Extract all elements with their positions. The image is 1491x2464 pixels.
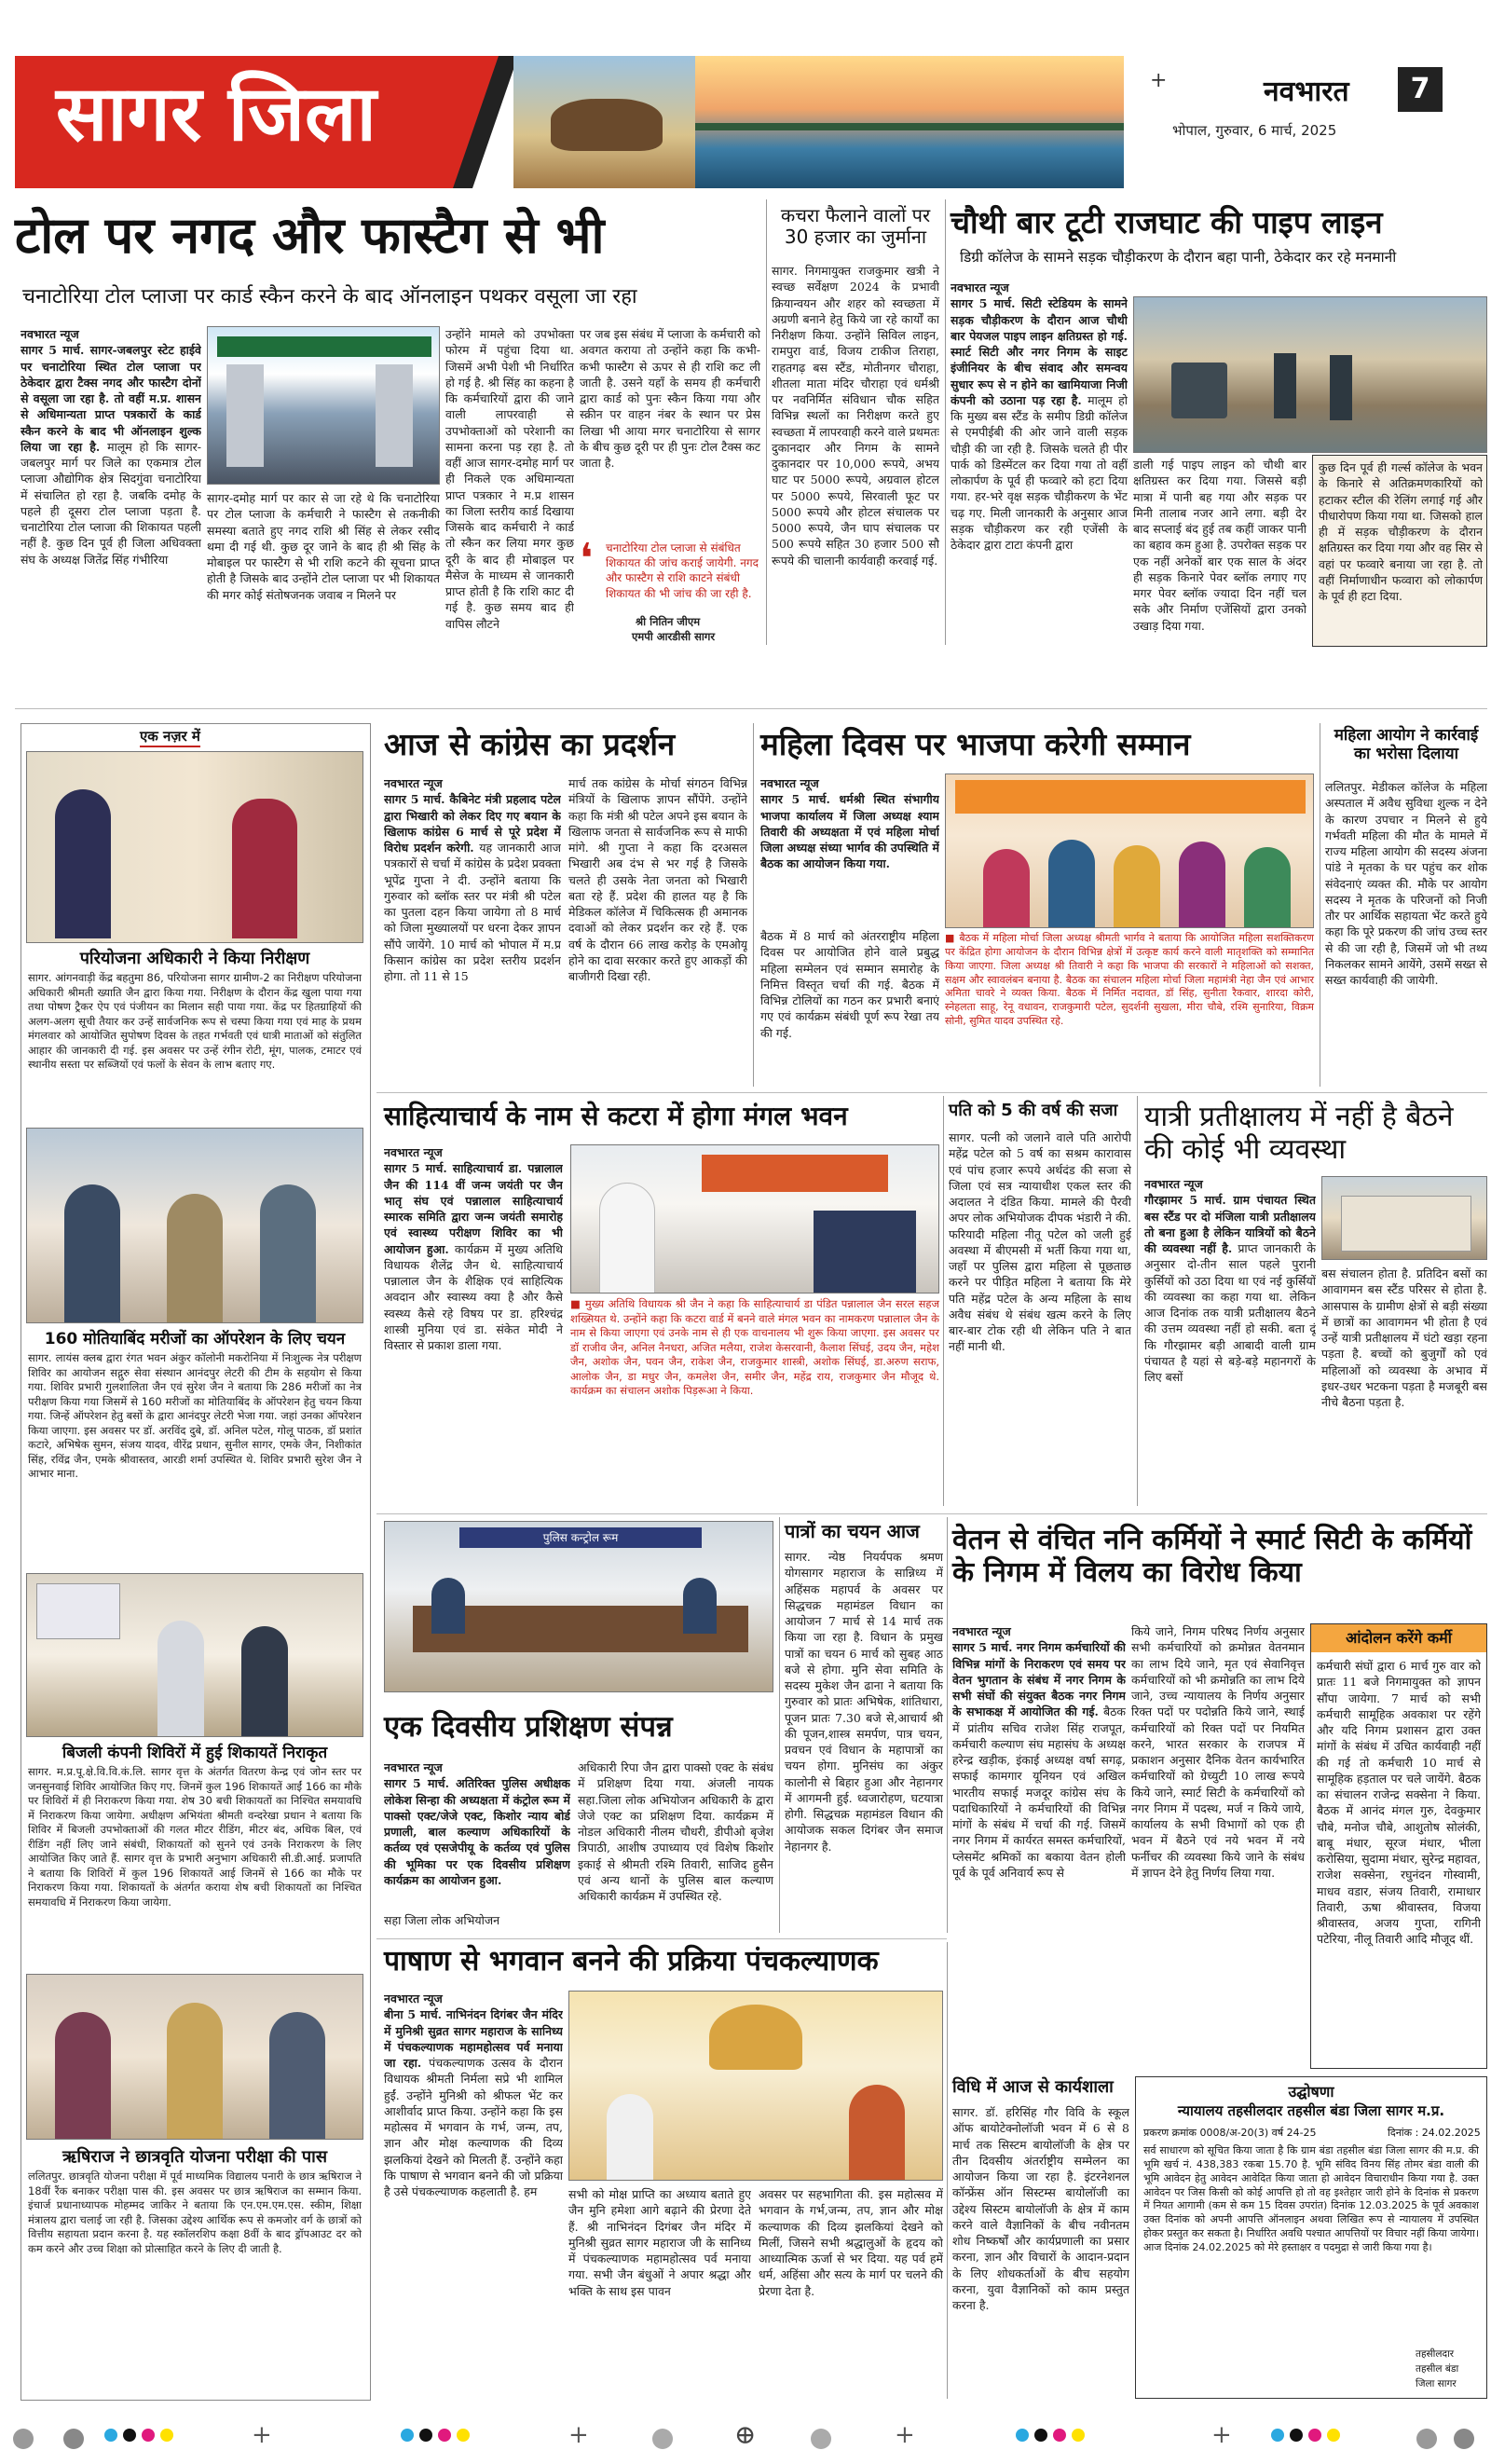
registration-dot-icon: [419, 2429, 432, 2442]
registration-dot-icon: [1271, 2429, 1284, 2442]
garbage-headline: कचरा फैलाने वालों पर 30 हजार का जुर्माना: [780, 204, 931, 248]
divider: [1137, 1096, 1138, 1506]
training-photo: [384, 1521, 773, 1692]
panchkalyanak-body1: पंचकल्याणक उत्सव के दौरान विधायक श्रीमती निर्मला सप्रे भी शामिल हुईं. उन्होंने मुनिश्री को श्रीफल भेंट कर आशीर्वाद प्राप्त किया. उन्होंने कहा कि इस महोत्सव में भगवान के गर्भ, जन्म, तप, ज्ञान और मोक्ष कल्याणक की दिव्य झलकियां देखने को मिलती हैं. उन्होंने कहा कि पाषाण से भगवान बनने की जो प्रक्रिया है उसे पंचकल्याणक कहलाती है. हम: [384, 2056, 563, 2198]
bjp-col1: [760, 775, 939, 924]
congress-headline: आज से कांग्रेस का प्रदर्शन: [384, 726, 676, 762]
registration-dot-icon: [1290, 2429, 1303, 2442]
bus-stand-col1: [1144, 1176, 1316, 1506]
congress-col2: मार्च तक कांग्रेस के मोर्चा संगठन विभिन्न मंत्रियों के खिलाफ ज्ञापन सौंपेंगे. उन्होंने कहा कि मंत्री श्री पटेल अपने इस बयान के खिलाफ जनता से सार्वजनिक रूप से माफी मांगे. श्री गुप्ता ने कहा कि दरअसल भिखारी अब दंभ से भर गई है जिसके चलते ही उसके नेता जनता को भिखारी बता रहे हैं. प्रदेश की हालत यह है कि मेडिकल कॉलेज में चिकित्सक ही अमानक दवाओं को लेकर प्रदर्शन कर रहे हैं. एक वर्ष के दौरान 66 लाख करोड़ के एमओयू होने का दावा सरकार करते हुए आकड़ों की बाजीगरी दिखा रही.: [568, 776, 747, 983]
garbage-text: सागर. निगमायुक्त राजकुमार खत्री ने स्वच्छ सर्वेक्षण 2024 के प्रभावी क्रियान्वयन और शहर को स्वच्छता में अग्रणी बनाने हेतु किये जा रहे कार्यों का निरीक्षण किया. उन्होंने सिविल लाइन, रामपुरा वार्ड, विजय टाकीज तिराहा, राहतगढ़ बस स्टैंड, मोतीनगर चौराहा, शीतला माता मंदिर चौराहा एवं धर्मश्री पर नवनिर्मित संविधान चौक सहित विभिन्न स्थलों का निरीक्षण करते हुए स्वच्छता में लापरवाही करने वाले प्रथमतः दुकानदार और निगम के सामने दुकानदार पर 10,000 रूपये, अभय घाट पर 5000 रूपये, अग्रवाल होटल पर 5000 रूपये, सिरवाली फूट पर 5000 रूपये और होटल संचालक पर 5000 रूपये, जैन घाप संचालक पर 500 रूपये सहित 30 हजार 500 सौ रूपये की चालानी कार्यवाही करवाई गई.: [772, 264, 939, 568]
registration-dot-icon: [652, 2429, 673, 2449]
registration-dot-icon: [1034, 2429, 1047, 2442]
ek-nazar-photo1: [26, 751, 363, 943]
women-comm-headline: महिला आयोग ने कार्रवाई का भरोसा दिलाया: [1334, 726, 1479, 763]
panchkalyanak-col2: सभी को मोक्ष प्राप्ति का अध्याय बताते हुए जैन मुनि हमेशा आगे बढ़ाने की प्रेरणा देते हैं. श्री नाभिनंदन दिगंबर जैन मंदिर में मुनिश्री सुव्रत सागर महाराज जी के सानिध्य में पंचकल्याणक महामहोत्सव पर्व मनाया गया. सभी जैन बंधुओं ने अपार श्रद्धा और भक्ति के साथ इस पावन: [568, 2187, 751, 2298]
crosshair-icon: +: [1150, 69, 1168, 92]
toll-quote-box: [580, 535, 760, 645]
panchkalyanak-col3: अवसर पर सहभागिता की. इस महोत्सव में भगवान के गर्भ,जन्म, तप, ज्ञान और मोक्ष कल्याणक की दिव्य झलकियां देखने को मिलीं, जिसने सभी श्रद्धालुओं के हृदय को आध्यात्मिक ऊर्जा से भर दिया. यह पर्व हमें धर्म, अहिंसा और सत्य के मार्ग पर चलने की प्रेरणा देता है.: [759, 2187, 943, 2298]
smart-city-box-head: आंदोलन करेंगे कर्मी: [1311, 1624, 1486, 1652]
notice-sign3: जिला सागर: [1416, 2378, 1457, 2389]
pipeline-photo-caption: डाली गई पाइप लाइन को चौथी बार क्षतिग्रस्त कर दिया गया. जिससे बड़ी मात्रा में पानी बह गया और सड़क पर मिनी तालाब नजर आने लगा. बड़ी देर बाद सप्लाई बंद हुई तब कहीं जाकर पानी का बहाव कम हुआ है. उपरोक्त सड़क पर एक नहीं अनेकों बार एक साल के अंदर ही सड़क किनारे पेवर ब्लॉक लगाए गए मगर पेवर ब्लॉक ज्यादा दिन नहीं चल सके और निर्माण एजेंसियों द्वारा उनको उखाड़ दिया गया.: [1133, 458, 1306, 633]
caption-bullet-icon: ■: [945, 932, 956, 944]
mangal-col1: [384, 1144, 563, 1508]
smart-city-box: [1310, 1623, 1487, 2069]
training-byline: नवभारत न्यूज: [384, 1760, 443, 1774]
target-mark-icon: ⊕: [734, 2419, 757, 2450]
training-col1: [384, 1759, 570, 1909]
masthead: [15, 56, 1491, 188]
law-workshop-text: सागर. डॉ. हरिसिंह गौर विवि के स्कूल ऑफ बायोटेक्नोलॉजी भवन में 6 से 8 मार्च तक सिस्टम बायोलॉजी के क्षेत्र पर तीन दिवसीय अंतर्राष्ट्रीय सम्मेलन का आयोजन किया जा रहा है. इंटरनेशनल कॉन्फ्रेंस ऑन सिस्टम्स बायोलॉजी का उद्देश्य सिस्टम बायोलॉजी के क्षेत्र में काम करने वाले वैज्ञानिकों के बीच नवीनतम शोध निष्कर्षों और कार्यप्रणाली का प्रसार करना, ज्ञान और विचारों के आदान-प्रदान के लिए शोधकर्ताओं के बीच सहयोग करना, युवा वैज्ञानिकों को काम प्रस्तुत करना है.: [952, 2105, 1129, 2312]
smart-city-lead: सागर 5 मार्च. नगर निगम कर्मचारियों की विभिन्न मांगों के निराकरण एवं समय पर वेतन भुगतान के संबंध में नगर निगम के सभी संघों की संयुक्त बैठक नगर निगम के सभाकक्ष में आयोजित की गई.: [952, 1640, 1126, 1719]
bjp-col2: बैठक में 8 मार्च को अंतरराष्ट्रीय महिला दिवस पर आयोजित होने वाले प्रबुद्ध महिला सम्मेलन एवं सम्मान समारोह के निमित्त विस्तृत चर्चा की गई. बैठक में विभिन्न टोलियों का गठन कर प्रभारी बनाएं गए एवं कार्यक्रम संबंधी पूर्ण रूप रेखा तय की गई.: [760, 929, 939, 1040]
toll-photo-caption: सागर-दमोह मार्ग पर कार से जा रहे थे कि चनाटोरिया पर टोल प्लाजा के कर्मचारी ने फास्टैग से तकनीकी समस्या बताते हुए नगद राशि श्री सिंह से लेकर रसीद थमा दी गई थी. कुछ दूर जाने के बाद ही श्री सिंह के मोबाइल पर फास्टैग से भी राशि कटने की सूचना प्राप्त होती है जिसके बाद उन्होंने टोल प्लाजा पर भी शिकायत की मगर कोई संतोषजनक जवाब न मिलने पर: [207, 491, 440, 602]
pipeline-byline: नवभारत न्यूज: [951, 281, 1009, 294]
notice-case-no: प्रकरण क्रमांक 0008/अ-20(3) वर्ष 24-25: [1143, 2127, 1317, 2139]
bjp-caption-text: बैठक में महिला मोर्चा जिला अध्यक्ष श्रीमती भार्गव ने बताया कि आयोजित महिला सशक्तिकरण पर केंद्रित होगा आयोजन के दौरान विभिन्न क्षेत्रों में उत्कृष्ट कार्य करने वाली मातृशक्ति को सम्मानित किया जाएगा. जिला अध्यक्ष श्री तिवारी ने कहा कि भाजपा की सरकारों ने महिलाओं को सशक्त, सक्षम और स्वावलंबन बनाया है. बैठक का संचालन महिला मोर्चा जिला महामंत्री नेहा जैन एवं आभार अमिता चावरे ने व्यक्त किया. बैठक में निर्मित नदावत, डॉ सिंह, सुनीता रैकवार, शारदा कोरी, स्नेहलता साहू, रेनू वधावन, राजकुमारी पटेल, सुदर्शनी सुखला, मीरा चौबे, रश्मि सुनारिया, विक्रम सोनी, सुमित यादव उपस्थित रहे.: [945, 932, 1314, 1028]
page-number: 7: [1398, 67, 1443, 112]
registration-dot-icon: [160, 2429, 173, 2442]
mangal-headline: साहित्याचार्य के नाम से कटरा में होगा मंगल भवन: [384, 1101, 848, 1131]
bus-stand-headline: यात्री प्रतीक्षालय में नहीं है बैठने की कोई भी व्यवस्था: [1144, 1101, 1454, 1166]
bus-stand-photo: [1321, 1176, 1487, 1260]
registration-dot-icon: [1053, 2429, 1066, 2442]
panchkalyanak-headline: पाषाण से भगवान बनने की प्रक्रिया पंचकल्याणक: [384, 1945, 879, 1978]
pipeline-col1: [951, 280, 1128, 645]
notice-date: दिनांक : 24.02.2025: [1388, 2127, 1481, 2139]
ek-nazar-photo4: [26, 1974, 363, 2140]
quote-mark-icon: ❛: [580, 535, 594, 582]
divider: [376, 1938, 947, 1939]
bus-stand-body: प्राप्त जानकारी के अनुसार दो-तीन साल पहले पुरानी कुर्सियों को उठा दिया था एवं नई कुर्सियों की व्यवस्था का कहा गया था. लेकिन आज दिनांक तक यात्री प्रतीक्षालय बैठने की उत्तम व्यवस्था नहीं हो सकी. बता दूं कि गौरझामर बड़ी आबादी वाली ग्राम पंचायत है यहां से बड़े-बड़े महानगरों के लिए बसों: [1144, 1241, 1316, 1384]
crosshair-icon: +: [1211, 2421, 1232, 2449]
divider: [945, 199, 946, 645]
divider: [947, 1942, 948, 2399]
mangal-byline: नवभारत न्यूज: [384, 1145, 443, 1159]
ek-nazar-photo2: [26, 1128, 363, 1323]
masthead-photo-lake: [695, 56, 1124, 188]
pipeline-lead: सागर 5 मार्च. सिटी स्टेडियम के सामने सड़क चौड़ीकरण के दौरान आज चौथी बार पेयजल पाइप लाइन क्षतिग्रस्त हो गई. स्मार्ट सिटी और नगर निगम के साइट इंजीनियर के बीच संवाद और समन्वय सुधार रूप से न होने का खामियाजा निजी कंपनी को उठाना पड़ रहा है.: [951, 296, 1128, 407]
punishment-text: सागर. पत्नी को जलाने वाले पति आरोपी महेंद्र पटेल को 5 वर्ष का सश्रम कारावास एवं पांच हजार रूपये अर्थदंड की सजा से जिला एवं सत्र न्यायाधीश एकल स्तर की अदालत ने दंडित किया. मामले की पैरवी अपर लोक अभियोजक दीपक भंडारी ने की. फरियादी महिला नीतू पटेल को जली हुई अवस्था में बीएमसी में भर्ती किया गया था, जहाँ पर पुलिस द्वारा महिला से पूछताछ करने पर पीड़ित महिला ने बताया कि मेरे पति महेंद्र पटेल के अन्य महिला के साथ अवैध संबंध थे संबंध खत्म करने के लिए बार-बार टोक रही थी लेकिन पति ने बात नहीं मानी थी.: [949, 1130, 1131, 1354]
ek-nazar-photo3: [26, 1573, 363, 1737]
women-comm-text: ललितपुर. मेडीकल कॉलेज के महिला अस्पताल में अवैध सुविधा शुल्क न देने के कारण उपचार न मिलने से हुये गर्भवती महिला की मौत के मामले में राज्य महिला आयोग की सदस्य अंजना पांडे ने मृतका के घर पहुंच कर शोक संवेदनाएं व्यक्त की. मौके पर आयोग सदस्य ने मृतक के परिजनों को निजी तौर पर आर्थिक सहायता भेंट करते हुये कहा कि पूरे प्रकरण की जांच उच्च स्तर से की जा रही है, जिसमें जो भी तथ्य निकलकर सामने आयेंगे, उसमें सख्त से सख्त कार्यवाही की जायेगी.: [1325, 780, 1487, 987]
newspaper-name: नवभारत: [1264, 75, 1349, 108]
mangal-photo-caption: [570, 1297, 939, 1508]
panchkalyanak-lead: बीना 5 मार्च. नाभिनंदन दिगंबर जैन मंदिर में मुनिश्री सुव्रत सागर महाराज के सानिध्य में पंचकल्याणक महामहोत्सव पर्व मनाया जा रहा.: [384, 2007, 563, 2070]
training-headline: एक दिवसीय प्रशिक्षण संपन्न: [384, 1710, 673, 1744]
crosshair-icon: +: [252, 2421, 272, 2449]
smart-city-col2: किये जाने, निगम परिषद निर्णय अनुसार सभी कर्मचारियों को क्रमोन्नत वेतनमान का लाभ दिये जाने, मृत एवं सेवानिवृत्त कर्मचारियों को भी क्रमोन्नति का लाभ दिये जाने, उच्च न्यायालय के निर्णय अनुसार रिक्त पदों पर पदोन्नति किये जाने, स्थाई कर्मचारियों को रिक्त पदों पर नियमित करने, भारत सरकार के राजपत्र में प्रकाशन अनुसार दैनिक वेतन कार्यभारित कर्मचारियों को ग्रेच्युटी 10 लाख रूपये किये जाने, स्मार्ट सिटी के कर्मचारियों को नगर निगम में पदस्थ, मर्ज न किये जाये, कार्यालय के सभी विभागों को एक ही भवन में बैठने एवं नये भवन में नये फर्नीचर की व्यवस्था किये जाने के संबंध में ज्ञापन देने हेतु निर्णय लिया गया.: [1131, 1624, 1305, 1880]
law-workshop-headline: विधि में आज से कार्यशाला: [952, 2077, 1114, 2097]
caption-bullet-icon: ■: [570, 1297, 581, 1310]
registration-dot-icon: [123, 2429, 136, 2442]
panchkalyanak-photo: [568, 1991, 943, 2181]
ek-nazar-s3-text: सागर. म.प्र.पू.क्षे.वि.वि.कं.लि. सागर वृत्त के अंतर्गत वितरण केन्द्र एवं जोन स्तर पर जनसुनवाई शिविर आयोजित किए गए. जिनमें कुल 196 शिकायतें आईं 166 का मौके पर शिविरों में ही निराकरण किया गया. शेष 30 बची शिकायतों का निश्चित समयावधि में निराकरण किया जायेगा. अधीक्षण अभियंता श्रीमती वन्दरेखा प्रधान ने बताया कि शिविर में बिजली उपभोक्ताओं की गलत मीटर रीडिंग, मीटर बंद, अधिक बिल, एवं रीडिंग नहीं लिए जाने संबंधी, शिकायतों को सुनने एवं उनके निराकरण के लिए आयोजित किए जाते हैं. सागर वृत्त के प्रभारी अनुभाग अधिकारी सी.डी.आई. प्रजापति ने बताया कि शिविरों में कुल 196 शिकायतें आई जिनमें से 166 का मौके पर निराकरण किया गया. शिकायतों के अंतर्गत कराया शेष बची शिकायतों का निश्चित समयावधि में निराकरण किया जायेगा.: [28, 1765, 362, 1909]
notice-sign1: तहसीलदार: [1416, 2348, 1455, 2360]
divider: [779, 1517, 780, 1933]
bjp-byline: नवभारत न्यूज: [760, 776, 819, 790]
toll-lead: सागर 5 मार्च. सागर-जबलपुर स्टेट हाईवे पर चनाटोरिया स्थित टोल प्लाजा पर ठेकेदार द्वारा टैक्स नगद और फास्टैग दोनों से वसूला जा रहा है. तो वहीं म.प्र. शासन से अधिमान्यता प्राप्त पत्रकारों के कार्ड स्कैन करने के बाद भी ऑनलाइन शुल्क लिया जा रहा है.: [21, 343, 201, 454]
ek-nazar-s3-head: बिजली कंपनी शिविरों में हुई शिकायतें निराकृत: [62, 1744, 328, 1762]
crosshair-icon: +: [568, 2421, 589, 2449]
crosshair-icon: +: [895, 2421, 915, 2449]
divider: [947, 1517, 948, 1933]
training-lead: सागर 5 मार्च. अतिरिक्त पुलिस अधीक्षक लोकेश सिन्हा की अध्यक्षता में कंट्रोल रूम में पाक्सो एक्ट/जेजे एक्ट, किशोर न्याय बोर्ड प्रणाली, बाल कल्याण अधिकारियों के कर्तव्य एवं एसजेपीयू के कर्तव्य एवं पुलिस की भूमिका पर एक दिवसीय प्रशिक्षण कार्यक्रम का आयोजन हुआ.: [384, 1776, 570, 1887]
toll-col3: पर जब इस संबंध में प्लाजा के कर्मचारी को अवगत कराया तो उन्होंने कहा कि कभी-कभी फास्टैग से ऊपर से ही राशि कट ली जाती है. उसने यहाँ के समय ही कर्मचारी द्वारा कार्ड को पुनः स्कैन किया गया और स्क्रीन पर वाहन नंबर के स्थान पर प्रेस लिखा भी आया मगर चनाटोरिया से सागर के बीच कुछ दूरी पर ही पुनः टोल टैक्स कट जाता है.: [580, 327, 760, 470]
ek-nazar-label: एक नज़र में: [140, 727, 200, 747]
notice-court: न्यायालय तहसीलदार तहसील बंडा जिला सागर म.प्र.: [1177, 2102, 1445, 2119]
dateline: भोपाल, गुरुवार, 6 मार्च, 2025: [1172, 122, 1337, 139]
notice-sign2: तहसील बंडा: [1416, 2363, 1459, 2375]
bjp-lead: सागर 5 मार्च. धर्मश्री स्थित संभागीय भाजपा कार्यालय में जिला अध्यक्ष श्याम तिवारी की अध्यक्षता में एवं महिला मोर्चा जिला अध्यक्ष संध्या भार्गव की उपस्थिति में बैठक का आयोजन किया गया.: [760, 792, 939, 871]
divider: [943, 1096, 944, 1506]
bjp-photo-caption: [945, 932, 1314, 1083]
mangal-body: कार्यक्रम में मुख्य अतिथि विधायक शैलेंद्र जैन थे. साहित्याचार्य पन्नालाल जैन के शैक्षिक एवं साहित्यिक अवदान और स्वास्थ्य क्या है और कैसे स्वस्थ्य कैसे रहे विषय पर डा. हरिश्चंद्र शास्त्री मुनिया एवं डा. संकेत मोदी ने विस्तार से प्रकाश डाला गया.: [384, 1241, 563, 1352]
registration-dot-icon: [1327, 2429, 1340, 2442]
congress-col1: [384, 775, 561, 1083]
bus-stand-photo-caption: बस संचालन होता है. प्रतिदिन बसों का आवागमन बस स्टैंड परिसर से होता है. आसपास के ग्रामीण क्षेत्रों से बड़ी संख्या में छात्रों का आवागमन भी होता है एवं उन्हें यात्री प्रतीक्षालय में घंटो खड़ा रहना पड़ता है. बच्चों को बुजुर्गों को एवं महिलाओं को व्यवस्था के अभाव में इधर-उधर भटकना पड़ता है मजबूरी बस नीचे बैठना पड़ता है.: [1321, 1266, 1487, 1409]
smart-city-headline: वेतन से वंचित ननि कर्मियों ने स्मार्ट सिटी के कर्मियों के निगम में विलय का विरोध किया: [952, 1524, 1472, 1589]
mangal-caption-text: मुख्य अतिथि विधायक श्री जैन ने कहा कि साहित्याचार्य डा पंडित पन्नालाल जैन सरल सहज शख्सियत थे. उन्होंने कहा कि कटरा वार्ड में बनने वाले मंगल भवन का नामकरण पन्नालाल जैन के नाम से किया जाएगा एवं उनके नाम से ही एक वाचनालय भी शुरू किया जाएगा. इस अवसर पर डॉ राजीव जैन, अनिल नैनधरा, अजित मलैया, राजेश केसरवानी, कैलाश सिंघई, उदय जैन, महेश जैन, अशोक जैन, पवन जैन, राकेश जैन, राजकुमार शास्त्री, अशोक सिंघई, डा.अरुण सराफ, आलोक जैन, डा मधुर जैन, कमलेश जैन, समीर जैन, महेंद्र राय, राजकुमार जैन मौजूद थे. कार्यक्रम का संचालन अशोक पिड़रूआ ने किया.: [570, 1297, 940, 1398]
toll-headline: टोल पर नगद और फास्टैग से भी: [15, 206, 605, 265]
registration-dot-icon: [1416, 2429, 1437, 2449]
registration-dot-icon: [63, 2429, 84, 2449]
bus-stand-byline: नवभारत न्यूज: [1144, 1177, 1203, 1191]
congress-body1: यह जानकारी आज पत्रकारों से चर्चा में कांग्रेस के प्रदेश प्रवक्ता भूपेंद्र गुप्ता ने दी. उन्होंने बताया कि गुरुवार को ब्लॉक स्तर पर मंत्री श्री पटेल का पुतला दहन किया जायेगा तो 8 मार्च को जिला मुख्यालयों पर धरना देकर ज्ञापन सौंपे जायेंगे. 10 मार्च को भोपाल में म.प्र किसान कांग्रेस का प्रदेश स्तरीय प्रदर्शन होगा. तो 11 से 15: [384, 841, 561, 983]
registration-dot-icon: [142, 2429, 155, 2442]
patron-headline: पात्रों का चयन आज: [785, 1520, 920, 1542]
punishment-headline: पति को 5 की वर्ष की सजा: [949, 1101, 1118, 1120]
pipeline-side-box: [1312, 455, 1487, 647]
panchkalyanak-byline: नवभारत न्यूज: [384, 1992, 443, 2005]
smart-city-box-text: कर्मचारी संघों द्वारा 6 मार्च गुरु वार को प्रातः 11 बजे निगमायुक्त को ज्ञापन सौंपा जायेगा. 7 मार्च को सभी कर्मचारी सामूहिक अवकाश पर रहेंगे और यदि निगम प्रशासन द्वारा उक्त मांगों के संबंध में उचित कार्यवाही नहीं की गई तो कर्मचारी 10 मार्च से सामूहिक हड़ताल पर चले जायेंगे. बैठक का संचालन राजेन्द्र सक्सेना ने किया. बैठक में आनंद मंगल गुरु, देवकुमार चौबे, मनोज चौबे, आशुतोष सोलंकी, बाबू मंधार, सूरज मंधार, भीला करोसिया, सुदामा मंधार, सुरेन्द्र महावत, राजेश सक्सेना, रघुनंदन गोस्वामी, माधव वडार, संजय तिवारी, रामाधार तिवारी, ऊषा श्रीवास्तव, विजया श्रीवास्तव, अजय गुप्ता, रागिनी पटेरिया, नीलू तिवारी आदि मौजूद थीं.: [1317, 1659, 1481, 1947]
toll-quote: चनाटोरिया टोल प्लाजा से संबंधित शिकायत की जांच कराई जायेगी. नगद और फास्टैग से राशि काटने संबंधी शिकायत की भी जांच की जा रही है.: [606, 541, 759, 600]
pipeline-side-caption: कुछ दिन पूर्व ही गर्ल्स कॉलेज के भवन के किनारे से अतिक्रमणकारियों को हटाकर स्टील की रेलिंग लगाई गई और पीधारोपण किया गया था. जिसको हाल ही में सड़क चौड़ीकरण के दौरान क्षतिग्रस्त कर दिया गया और वह सिर से वहां पर फव्वारे बनाया जा रहा है. तो वहीं निर्माणाधीन फव्वारा को लोकार्पण के पूर्व ही हटा दिया.: [1319, 460, 1483, 603]
toll-photo: [207, 326, 440, 485]
toll-subhead: चनाटोरिया टोल प्लाजा पर कार्ड स्कैन करने के बाद ऑनलाइन पथकर वसूला जा रहा: [22, 285, 637, 308]
patron-text: सागर. न्येष्ठ नियर्यपक श्रमण योगसागर महाराज के सान्निध्य में अहिंसक महापर्व के अवसर पर सिद्धचक्र महामंडल विधान का आयोजन 7 मार्च से 14 मार्च तक किया जा रहा है. विधान के प्रमुख पात्रों का चयन 6 मार्च को सुबह आठ बजे से होगा. मुनि सेवा समिति के सदस्य मुकेश जैन ढाना ने बताया कि गुरुवार को प्रातः अभिषेक, शांतिधारा, पूजन प्रातः 7.30 बजे से,आचार्य श्री की पूजन,शास्त्र समर्पण, पात्र चयन, प्रवचन एवं विधान के महापात्रों का चयन होगा. मुनिसंघ का अंकुर कालोनी से बिहार हुआ और नेहानगर में आगमनी हुई. ध्वजारोहण, घटयात्रा होगी. सिद्धचक्र महामंडल विधान की आयोजक सकल दिगंबर जैन समाज नेहानगर है.: [785, 1550, 943, 1854]
bjp-photo: [945, 773, 1314, 928]
pipeline-body: मालूम हो कि मुख्य बस स्टैंड के समीप डिग्री कॉलेज से एमपीईबी की ओर जाने वाली सड़क चौड़ी की जा रही है. जिसके चलते ही पीर पार्क को डिस्मेंटल कर दिया गया तो वहीं लोकार्पण के पूर्व ही फव्वारे को हटा दिया गया. हर-भरे वृक्ष सड़क चौड़ीकरण के भेंट चढ़ गए. मिली जानकारी के अनुसार आज सड़क चौड़ीकरण कर रही एजेंसी के ठेकेदार द्वारा टाटा कंपनी द्वारा: [951, 392, 1128, 552]
congress-byline: नवभारत न्यूज: [384, 776, 443, 790]
ek-nazar-s1-head: परियोजना अधिकारी ने किया निरीक्षण: [79, 949, 310, 968]
masthead-photo-statue: [513, 56, 695, 188]
registration-dot-icon: [811, 2429, 831, 2449]
toll-col2: उन्होंने मामले को उपभोक्ता फोरम में पहुंचा दिया था. जिसमें अभी पेशी भी निर्धारित हो गई है. श्री सिंह का कहना है कि कर्मचारियों द्वारा की जाने वाली लापरवाही से उपभोक्ताओं को परेशानी का सामना करना पड़ रहा है. तो वहीं आज सागर-दमोह मार्ग पर ही निकले एक अधिमान्यता प्राप्त पत्रकार ने म.प्र शासन का जिला स्तरीय कार्ड दिखाया जिसके बाद कर्मचारी ने कार्ड तो स्कैन कर लिया मगर कुछ दूरी के बाद ही मोबाइल पर मैसेज के माध्यम से जानकारी प्राप्त होती है कि राशि काट दी गई है. कुछ समय बाद ही वापिस लौटने: [445, 327, 574, 631]
divider: [15, 708, 1487, 709]
pipeline-headline: चौथी बार टूटी राजघाट की पाइप लाइन: [951, 204, 1383, 240]
training-footer: सहा जिला लोक अभियोजन: [384, 1913, 500, 1927]
registration-dot-icon: [1072, 2429, 1085, 2442]
smart-city-byline: नवभारत न्यूज: [952, 1624, 1011, 1638]
pipeline-photo: [1133, 296, 1487, 453]
bus-stand-lead: गौरझामर 5 मार्च. ग्राम पंचायत स्थित बस स्टैंड पर दो मंजिला यात्री प्रतीक्षालय तो बना हुआ है लेकिन यात्रियों को बैठने की व्यवस्था नहीं है.: [1144, 1193, 1316, 1255]
section-title: सागर जिला: [56, 70, 376, 158]
registration-dot-icon: [1308, 2429, 1321, 2442]
registration-dot-icon: [457, 2429, 470, 2442]
divider: [376, 1513, 1487, 1514]
mangal-photo: [570, 1144, 939, 1294]
notice-body: सर्व साधारण को सूचित किया जाता है कि ग्राम बंडा तहसील बंडा जिला सागर की म.प्र. की भूमि खर्च नं. 438,383 रकबा 15.70 है. भूमि संविद विनय सिंह तोमर बंडा वाली की भूमि आवेदन हेतु आवेदन आवेदित किया जाता हो आवेदन विचाराधीन किया गया है. उक्त आवेदन पर जिस किसी को कोई आपत्ति हो तो वह इश्तेहार जारी होने के दिनांक से प्रकरण में नियत आगामी (कम से कम 15 दिवस उपरांत) दिनांक 12.03.2025 के पूर्व अवकाश उक्त दिनांक को अपनी आपत्ति ऑनलाइन अथवा लिखित रूप से न्यायालय में उपस्थित होकर प्रस्तुत कर सकता है। निर्धारित अवधि पश्चात आपत्तियों पर विचार नहीं किया जायेगा। आज दिनांक 24.02.2025 को मेरे हस्ताक्षर व पदमुद्रा से जारी किया गया है।: [1143, 2144, 1479, 2253]
divider: [753, 723, 754, 1087]
training-col2: अधिकारी रिपा जैन द्वारा पाक्सो एक्ट के संबंध में प्रशिक्षण दिया गया. अंजली नायक सहा.जिला लोक अभियोजन अधिकारी के द्वारा जेजे एक्ट का प्रशिक्षण दिया. कार्यक्रम में नोडल अधिकारी नीलम चौधरी, डीपीओ बृजेश त्रिपाठी, आशीष उपाध्याय एवं विशेष किशोर इकाई से श्रीमती रश्मि तिवारी, साजिद हुसैन एवं अन्य थानों के पुलिस बाल कल्याण अधिकारी कार्यक्रम में उपस्थित रहे.: [578, 1760, 773, 1903]
registration-dot-icon: [104, 2429, 117, 2442]
smart-city-col1: [952, 1623, 1126, 2069]
registration-dot-icon: [1016, 2429, 1029, 2442]
registration-dot-icon: [438, 2429, 451, 2442]
pipeline-subhead: डिग्री कॉलेज के सामने सड़क चौड़ीकरण के दौरान बहा पानी, ठेकेदार कर रहे मनमानी: [960, 249, 1397, 266]
congress-lead: सागर 5 मार्च. कैबिनेट मंत्री प्रहलाद पटेल द्वारा भिखारी को लेकर दिए गए बयान के खिलाफ कांग्रेस 6 मार्च से पूरे प्रदेश में विरोध प्रदर्शन करेगी.: [384, 792, 561, 855]
registration-dot-icon: [1454, 2429, 1474, 2449]
smart-city-body1: बैठक में प्रांतीय सचिव राजेश सिंह राजपूत, कर्मचारी कल्याण संघ महासंघ के अध्यक्ष हरेन्द्र खड़ीक, इंकाई अध्यक्ष वर्षा सगढ़, सफाई कामगार यूनियन एवं अखिल भारतीय सफाई मजदूर कांग्रेस संघ के पदाधिकारियों ने कर्मचारियों की विभिन्न मांगों के संबंध में चर्चा की गई. जिसमें नगर निगम में कार्यरत समस्त कर्मचारियों, प्लेसमेंट श्रमिकों का बकाया वेतन होली पूर्व के पूर्व अनिवार्य रूप से: [952, 1704, 1126, 1880]
toll-body1: मालूम हो कि सागर-जबलपुर मार्ग पर जिले का एकमात्र टोल प्लाजा औद्योगिक क्षेत्र सिदगुंवा चनाटोरिया में संचालित हो रहा है. जबकि दमोह के पहले ही दूसरा टोल प्लाजा पड़ता है. चनाटोरिया टोल प्लाजा की शिकायत पहली नहीं है. कुछ दिन पूर्व ही जिला अधिवक्ता संघ के अध्यक्ष जितेंद्र सिंह गंभीरिया: [21, 439, 201, 567]
divider: [376, 1092, 1487, 1093]
registration-dot-icon: [401, 2429, 414, 2442]
ek-nazar-s4-head: ऋषिराज ने छात्रवृति योजना परीक्षा की पास: [62, 2147, 327, 2167]
mangal-lead: सागर 5 मार्च. साहित्याचार्य डा. पन्नालाल जैन की 114 वीं जन्म जयंती पर जैन भातृ संघ एवं पन्नालाल साहित्याचार्य स्मारक समिति द्वारा जन्म जयंती समारोह एवं स्वास्थ्य परीक्षण शिविर का भी आयोजन हुआ.: [384, 1161, 563, 1256]
toll-col1: [21, 326, 201, 643]
ek-nazar-s2-text: सागर. लायंस क्लब द्वारा रंगत भवन अंकुर कॉलोनी मकरोनिया में निःशुल्क नेत्र परीक्षण शिविर का आयोजन सद्गुरु सेवा संस्थान आनंदपुर लेटरी की टीम के सहयोग से किया गया. शिविर प्रभारी गुलशालिता जैन एवं सुरेश जैन ने बताया कि 286 मरीजों का नेत्र परीक्षण किया गया जिसमें से 160 मरीजों का मोतियाबिंद के ऑपरेशन हेतु चयन किया गया. जिन्हें ऑपरेशन हेतु बसों के द्वारा आनंदपुर लेटरी भेजा गया. जहां उनका ऑपरेशन किया जाएगा. इस अवसर पर डॉ. अरविंद दुबे, डॉ. अनिल पटेल, गोलू पाठक, डॉ प्रशांत कटारे, अभिषेक सुमन, संजय यादव, वीरेंद्र प्रधान, सुनील सागर, एमके जैन, निशीकांत सिंह, रविंद्र जैन, एमके श्रीवास्तव, आरडी शर्मा उपस्थित थे. शिविर प्रभारी सुरेश जैन ने आभार माना.: [28, 1351, 362, 1481]
panchkalyanak-col1: [384, 1991, 563, 2395]
print-marks-bar: [0, 2414, 1491, 2464]
ek-nazar-s4-text: ललितपुर. छात्रवृति योजना परीक्षा में पूर्व माध्यमिक विद्यालय पनारी के छात्र ऋषिराज ने 18वीं रैंक बनाकर परीक्षा पास की. इस अवसर पर छात्र ऋषिराज का सम्मान किया. इंचार्ज प्रधानाध्यापक मोहम्मद जाकिर ने बताया कि एन.एम.एम.एस. स्कीम, शिक्षा मंत्रालय द्वारा चलाई जा रही है. जिसका उद्देश्य आर्थिक रूप से कमजोर वर्ग के छात्रों को वित्तीय सहायता प्रदान करना है. यह स्कॉलरशिप कक्षा 8वीं के बाद ड्रॉपआउट दर को कम करने और उच्च शिक्षा को प्रोत्साहित करने के लिए दी जाती है.: [28, 2170, 362, 2255]
registration-dot-icon: [13, 2429, 34, 2449]
public-notice: [1135, 2076, 1487, 2399]
bjp-headline: महिला दिवस पर भाजपा करेगी सम्मान: [760, 726, 1191, 762]
toll-quote-by2: एमपी आरडीसी सागर: [632, 630, 716, 643]
ek-nazar-s1-text: सागर. आंगनवाड़ी केंद्र बहतुमा 86, परियोजना सागर ग्रामीण-2 का निरीक्षण परियोजना अधिकारी श्रीमती ख्याति जैन द्वारा किया गया. निरीक्षण के दौरान केंद्र खुला पाया गया तथा पोषण ट्रैकर ऐप एवं पंजीयन का मिलान सही पाया गया. केंद्र पर हितग्राहियों की अलग-अलग सूची तैयार कर उन्हें सार्वजनिक रूप से चस्पा किया गया एवं माह के प्रथम मंगलवार को आयोजित सुपोषण दिवस के तहत गर्भवती एवं धात्री माताओं को संतुलित आहार की जानकारी दी गई. इस अवसर पर उन्हें रंगीन रोटी, मूंग, पालक, टमाटर एवं स्थानीय सस्ता पर सब्जियों एवं फलों के सेवन के लाभ बताए गए.: [28, 971, 362, 1072]
toll-quote-by: श्री नितिन जीएम: [636, 615, 701, 628]
training-banner: पुलिस कन्ट्रोल रूम: [459, 1527, 702, 1548]
divider: [766, 199, 767, 645]
notice-title: उद्घोषणा: [1288, 2083, 1334, 2101]
ek-nazar-s2-head: 160 मोतियाबिंद मरीजों का ऑपरेशन के लिए चयन: [44, 1330, 346, 1348]
toll-byline: नवभारत न्यूज: [21, 327, 79, 341]
